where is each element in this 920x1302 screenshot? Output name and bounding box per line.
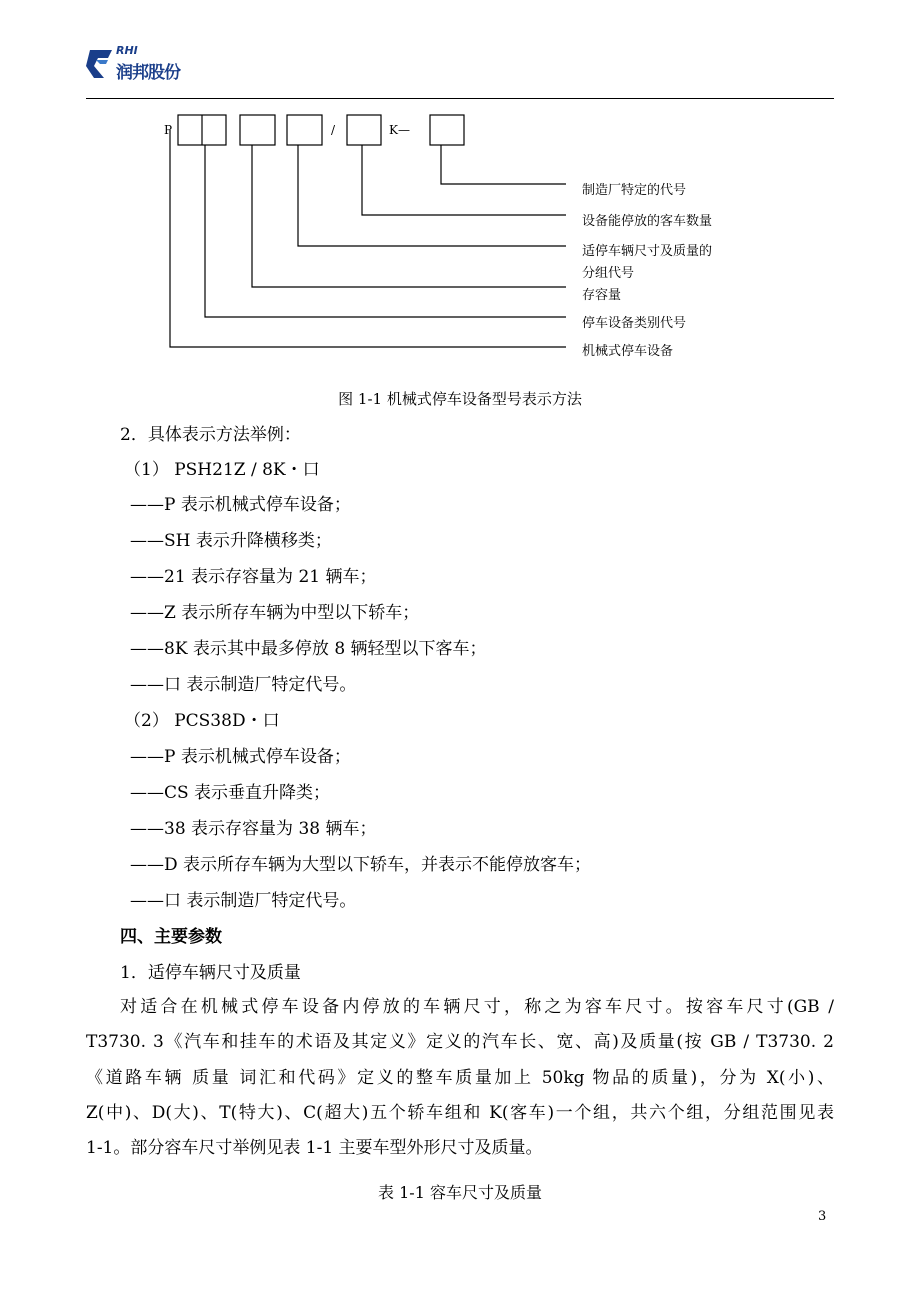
label-size-group-1: 适停车辆尺寸及质量的 (582, 244, 713, 259)
code-box-4 (347, 115, 381, 145)
leader-mechanical (170, 130, 566, 347)
label-size-group-2: 分组代号 (582, 266, 635, 281)
table-caption: 表 1-1 容车尺寸及质量 (378, 1183, 542, 1202)
section-heading: 2．具体表示方法举例： (120, 425, 301, 445)
model-designation-diagram (0, 0, 920, 380)
paragraph-line: 《道路车辆 质量 词汇和代码》定义的整车质量加上 50kg 物品的质量)，分为 X(小)、 (86, 1067, 834, 1088)
label-manufacturer-code: 制造厂特定的代号 (582, 183, 687, 198)
paragraph-line: 对适合在机械式停车设备内停放的车辆尺寸，称之为容车尺寸。按容车尺寸(GB / (120, 997, 834, 1017)
code-box-2 (240, 115, 275, 145)
example-title: （1） PSH21Z / 8K・口 (124, 460, 320, 480)
example-item: ——CS 表示垂直升降类； (130, 783, 331, 803)
leader-manufacturer-code (441, 145, 566, 184)
subsection-heading: 1．适停车辆尺寸及质量 (120, 963, 301, 983)
body-paragraph (86, 990, 834, 1166)
label-category: 停车设备类别代号 (582, 316, 687, 331)
example-item: ——38 表示存容量为 38 辆车； (130, 819, 377, 839)
diagram-slash: / (331, 123, 336, 137)
example-item: ——口 表示制造厂特定代号。 (130, 675, 357, 695)
paragraph-line: 1-1。部分容车尺寸举例见表 1-1 主要车型外形尺寸及质量。 (86, 1138, 543, 1159)
code-box-3 (287, 115, 322, 145)
example-item: ——Z 表示所存车辆为中型以下轿车； (130, 603, 420, 623)
example-item: ——8K 表示其中最多停放 8 辆轻型以下客车； (130, 639, 487, 659)
example-item: ——SH 表示升降横移类； (130, 531, 332, 551)
paragraph-line: Z(中)、D(大)、T(特大)、C(超大)五个轿车组和 K(客车)一个组，共六个组，分组范围见表 (86, 1102, 834, 1123)
logo-company-name: 润邦股份 (116, 63, 180, 83)
leader-bus-count (362, 145, 566, 215)
example-item: ——D 表示所存车辆为大型以下轿车，并表示不能停放客车； (130, 855, 592, 875)
example-item: ——P 表示机械式停车设备； (130, 495, 351, 515)
leader-size-group (298, 145, 566, 246)
figure-caption: 图 1-1 机械式停车设备型号表示方法 (338, 390, 582, 408)
code-box-5 (430, 115, 464, 145)
leader-category (205, 145, 566, 317)
label-capacity: 存容量 (582, 288, 622, 303)
page-number: 3 (818, 1209, 827, 1224)
leader-capacity (252, 145, 566, 287)
label-bus-count: 设备能停放的客车数量 (582, 214, 713, 229)
example-item: ——口 表示制造厂特定代号。 (130, 891, 357, 911)
example-item: ——21 表示存容量为 21 辆车； (130, 567, 377, 587)
logo-abbreviation: RHI (116, 44, 138, 57)
example-item: ——P 表示机械式停车设备； (130, 747, 351, 767)
paragraph-line: T3730. 3《汽车和挂车的术语及其定义》定义的汽车长、宽、高)及质量(按 GB / T3730. 2 (86, 1032, 834, 1053)
example-title: （2） PCS38D・口 (124, 711, 280, 731)
label-mechanical: 机械式停车设备 (582, 344, 674, 359)
diagram-k-mark: K— (389, 123, 410, 137)
section-heading: 四、主要参数 (120, 927, 222, 947)
diagram-prefix: P (164, 123, 173, 137)
